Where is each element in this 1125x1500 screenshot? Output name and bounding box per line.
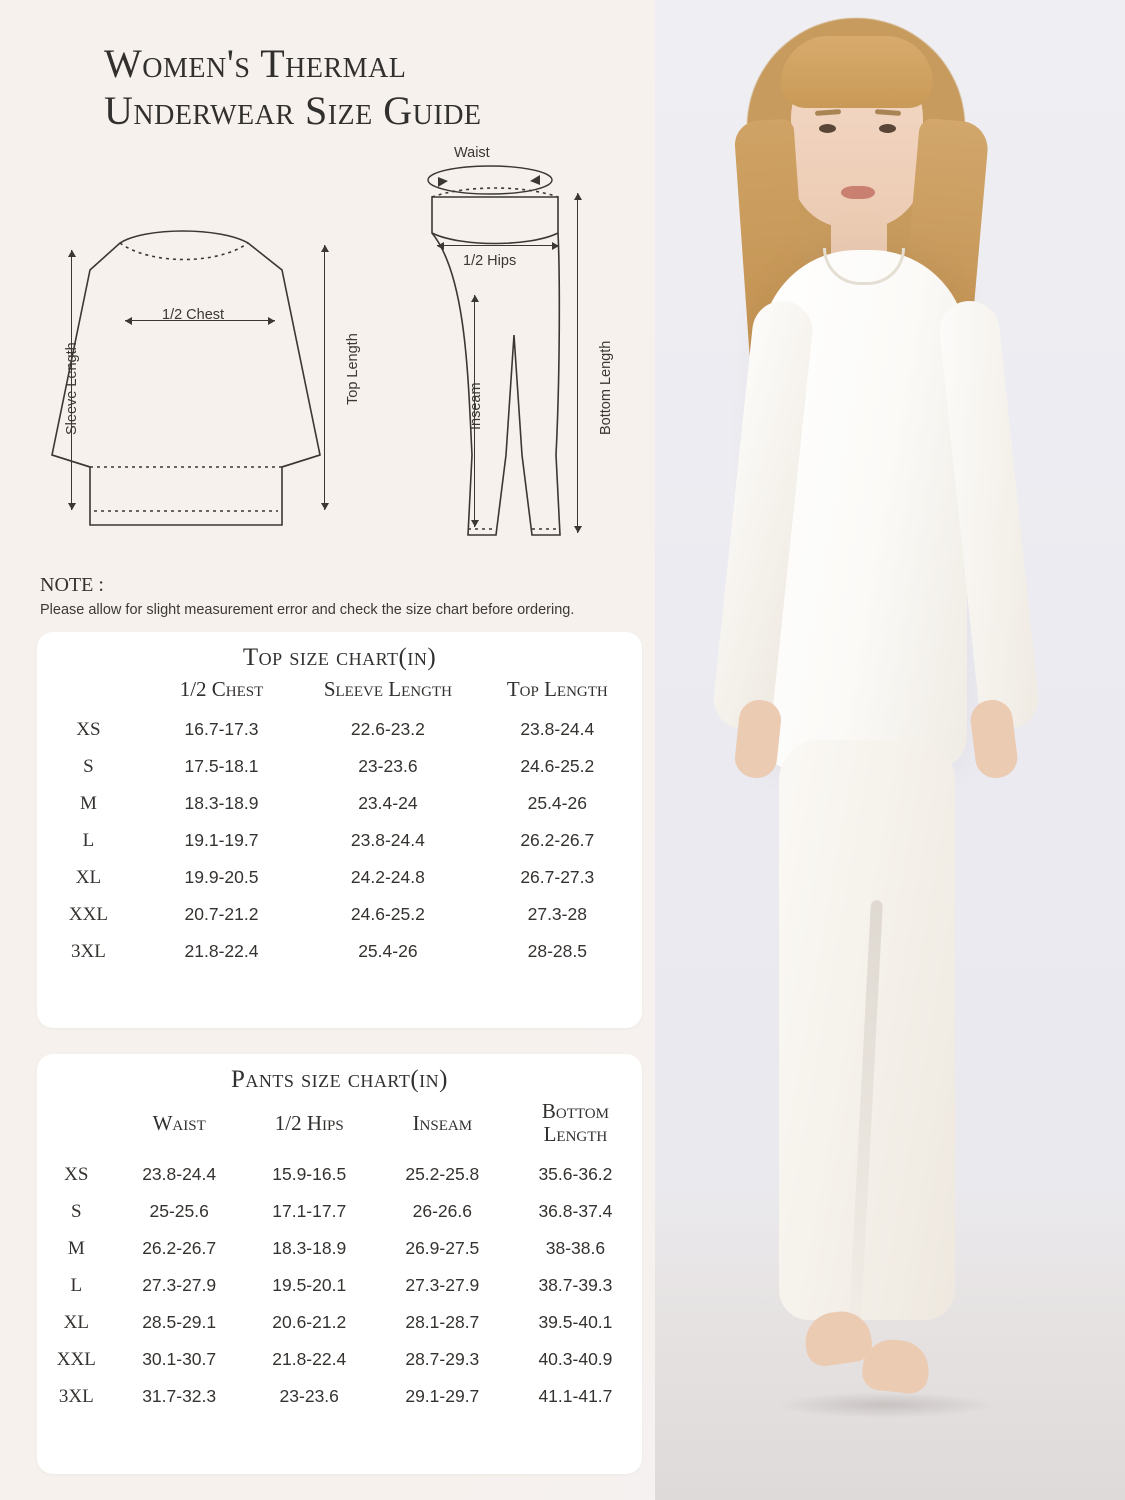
row-size: XXL [56, 1348, 96, 1370]
pants-header-waist: Waist [152, 1110, 206, 1135]
page-title [104, 40, 644, 134]
cell-bottom-length: 38-38.6 [545, 1238, 606, 1258]
note-heading: NOTE : [40, 574, 104, 596]
cell-inseam: 27.3-27.9 [405, 1275, 480, 1295]
cell-top-length: 28-28.5 [527, 941, 587, 961]
cell-top-length: 26.2-26.7 [520, 830, 595, 850]
cell-bottom-length: 36.8-37.4 [538, 1201, 613, 1221]
cell-inseam: 26.9-27.5 [405, 1238, 480, 1258]
cell-inseam: 28.1-28.7 [405, 1312, 480, 1332]
cell-bottom-length: 40.3-40.9 [538, 1349, 613, 1369]
cell-half-hips: 15.9-16.5 [272, 1164, 347, 1184]
table-header-row [37, 672, 642, 711]
row-size: XL [63, 1311, 89, 1333]
cell-half-hips: 20.6-21.2 [272, 1312, 347, 1332]
cell-sleeve-length: 23-23.6 [358, 756, 418, 776]
model-hair-fringe [781, 36, 933, 108]
cell-half-hips: 18.3-18.9 [272, 1238, 347, 1258]
cell-half-chest: 18.3-18.9 [184, 793, 259, 813]
waist-label: Waist [454, 145, 490, 161]
table-row [37, 1156, 642, 1193]
bottom-length-label: Bottom Length [598, 340, 614, 435]
model-shadow [775, 1392, 995, 1418]
model-lips [841, 186, 875, 199]
pants-header-bottom-length: Bottom Length [541, 1099, 609, 1146]
top-size-chart-table [37, 672, 642, 970]
cell-waist: 23.8-24.4 [142, 1164, 217, 1184]
table-row [37, 1341, 642, 1378]
row-size: S [71, 1200, 82, 1222]
cell-inseam: 28.7-29.3 [405, 1349, 480, 1369]
cell-half-chest: 16.7-17.3 [184, 719, 259, 739]
row-size: S [83, 755, 94, 777]
model-eye-left [819, 124, 836, 133]
cell-sleeve-length: 24.2-24.8 [350, 867, 425, 887]
table-row [37, 748, 642, 785]
cell-top-length: 26.7-27.3 [520, 867, 595, 887]
cell-half-chest: 21.8-22.4 [184, 941, 259, 961]
table-row [37, 785, 642, 822]
cell-half-chest: 17.5-18.1 [184, 756, 259, 776]
row-size: L [70, 1274, 83, 1296]
top-header-sleeve-length: Sleeve Length [323, 677, 452, 701]
pants-header-inseam: Inseam [412, 1110, 473, 1135]
note-text: Please allow for slight measurement error and check the size chart before ordering. [40, 602, 575, 618]
top-size-chart-title: Top size chart(in) [242, 644, 437, 671]
cell-sleeve-length: 24.6-25.2 [350, 904, 425, 924]
pants-header-size [37, 1094, 116, 1156]
top-size-chart-card [37, 632, 642, 1028]
cell-waist: 25-25.6 [149, 1201, 209, 1221]
sleeve-length-label: Sleeve Length [64, 342, 80, 435]
table-row [37, 822, 642, 859]
inseam-label: Inseam [468, 382, 484, 430]
cell-top-length: 25.4-26 [527, 793, 587, 813]
cell-inseam: 26-26.6 [412, 1201, 472, 1221]
top-length-label: Top Length [345, 333, 361, 405]
model-eye-right [879, 124, 896, 133]
cell-half-chest: 19.9-20.5 [184, 867, 259, 887]
half-hips-label: 1/2 Hips [463, 253, 517, 269]
pants-size-chart-title: Pants size chart(in) [231, 1066, 448, 1093]
cell-half-hips: 23-23.6 [279, 1386, 339, 1406]
cell-bottom-length: 41.1-41.7 [538, 1386, 613, 1406]
table-header-row [37, 1094, 642, 1156]
row-size: M [67, 1237, 85, 1259]
page-title-line2: Underwear Size Guide [104, 88, 482, 133]
table-row [37, 1304, 642, 1341]
model-hand-left [733, 698, 783, 780]
row-size: XL [75, 866, 102, 888]
cell-sleeve-length: 25.4-26 [358, 941, 418, 961]
pants-diagram [410, 155, 630, 555]
cell-sleeve-length: 22.6-23.2 [350, 719, 425, 739]
cell-sleeve-length: 23.4-24 [358, 793, 418, 813]
top-header-half-chest: 1/2 Chest [179, 677, 264, 701]
cell-waist: 30.1-30.7 [142, 1349, 217, 1369]
cell-waist: 31.7-32.3 [142, 1386, 217, 1406]
bottom-length-arrow [577, 193, 578, 533]
measurement-diagrams [0, 135, 680, 555]
cell-inseam: 29.1-29.7 [405, 1386, 480, 1406]
row-size: L [82, 829, 95, 851]
table-row [37, 896, 642, 933]
half-chest-label: 1/2 Chest [162, 307, 225, 323]
model-photo [655, 0, 1125, 1500]
cell-sleeve-length: 23.8-24.4 [350, 830, 425, 850]
top-header-top-length: Top Length [506, 677, 608, 701]
table-row [37, 711, 642, 748]
table-row [37, 933, 642, 970]
cell-half-hips: 19.5-20.1 [272, 1275, 347, 1295]
cell-top-length: 24.6-25.2 [520, 756, 595, 776]
row-size: 3XL [71, 940, 106, 962]
row-size: M [79, 792, 97, 814]
cell-top-length: 27.3-28 [527, 904, 587, 924]
table-row [37, 1267, 642, 1304]
cell-top-length: 23.8-24.4 [520, 719, 595, 739]
cell-bottom-length: 35.6-36.2 [538, 1164, 613, 1184]
pants-size-chart-table [37, 1094, 642, 1415]
top-length-arrow [324, 245, 325, 510]
waist-arrow [420, 157, 560, 203]
cell-waist: 27.3-27.9 [142, 1275, 217, 1295]
page-title-line1: Women's Thermal [104, 41, 407, 86]
cell-waist: 26.2-26.7 [142, 1238, 217, 1258]
top-header-size [37, 672, 140, 711]
cell-inseam: 25.2-25.8 [405, 1164, 480, 1184]
table-row [37, 859, 642, 896]
cell-half-chest: 20.7-21.2 [184, 904, 259, 924]
pants-size-chart-card [37, 1054, 642, 1474]
cell-half-chest: 19.1-19.7 [184, 830, 259, 850]
table-row [37, 1378, 642, 1415]
row-size: XXL [68, 903, 108, 925]
cell-waist: 28.5-29.1 [142, 1312, 217, 1332]
cell-bottom-length: 39.5-40.1 [538, 1312, 613, 1332]
cell-half-hips: 17.1-17.7 [272, 1201, 347, 1221]
table-row [37, 1193, 642, 1230]
half-hips-arrow [437, 245, 559, 246]
row-size: XS [76, 718, 101, 740]
table-row [37, 1230, 642, 1267]
cell-half-hips: 21.8-22.4 [272, 1349, 347, 1369]
cell-bottom-length: 38.7-39.3 [538, 1275, 613, 1295]
row-size: 3XL [58, 1385, 94, 1407]
pants-header-half-hips: 1/2 Hips [274, 1110, 344, 1135]
row-size: XS [64, 1163, 89, 1185]
